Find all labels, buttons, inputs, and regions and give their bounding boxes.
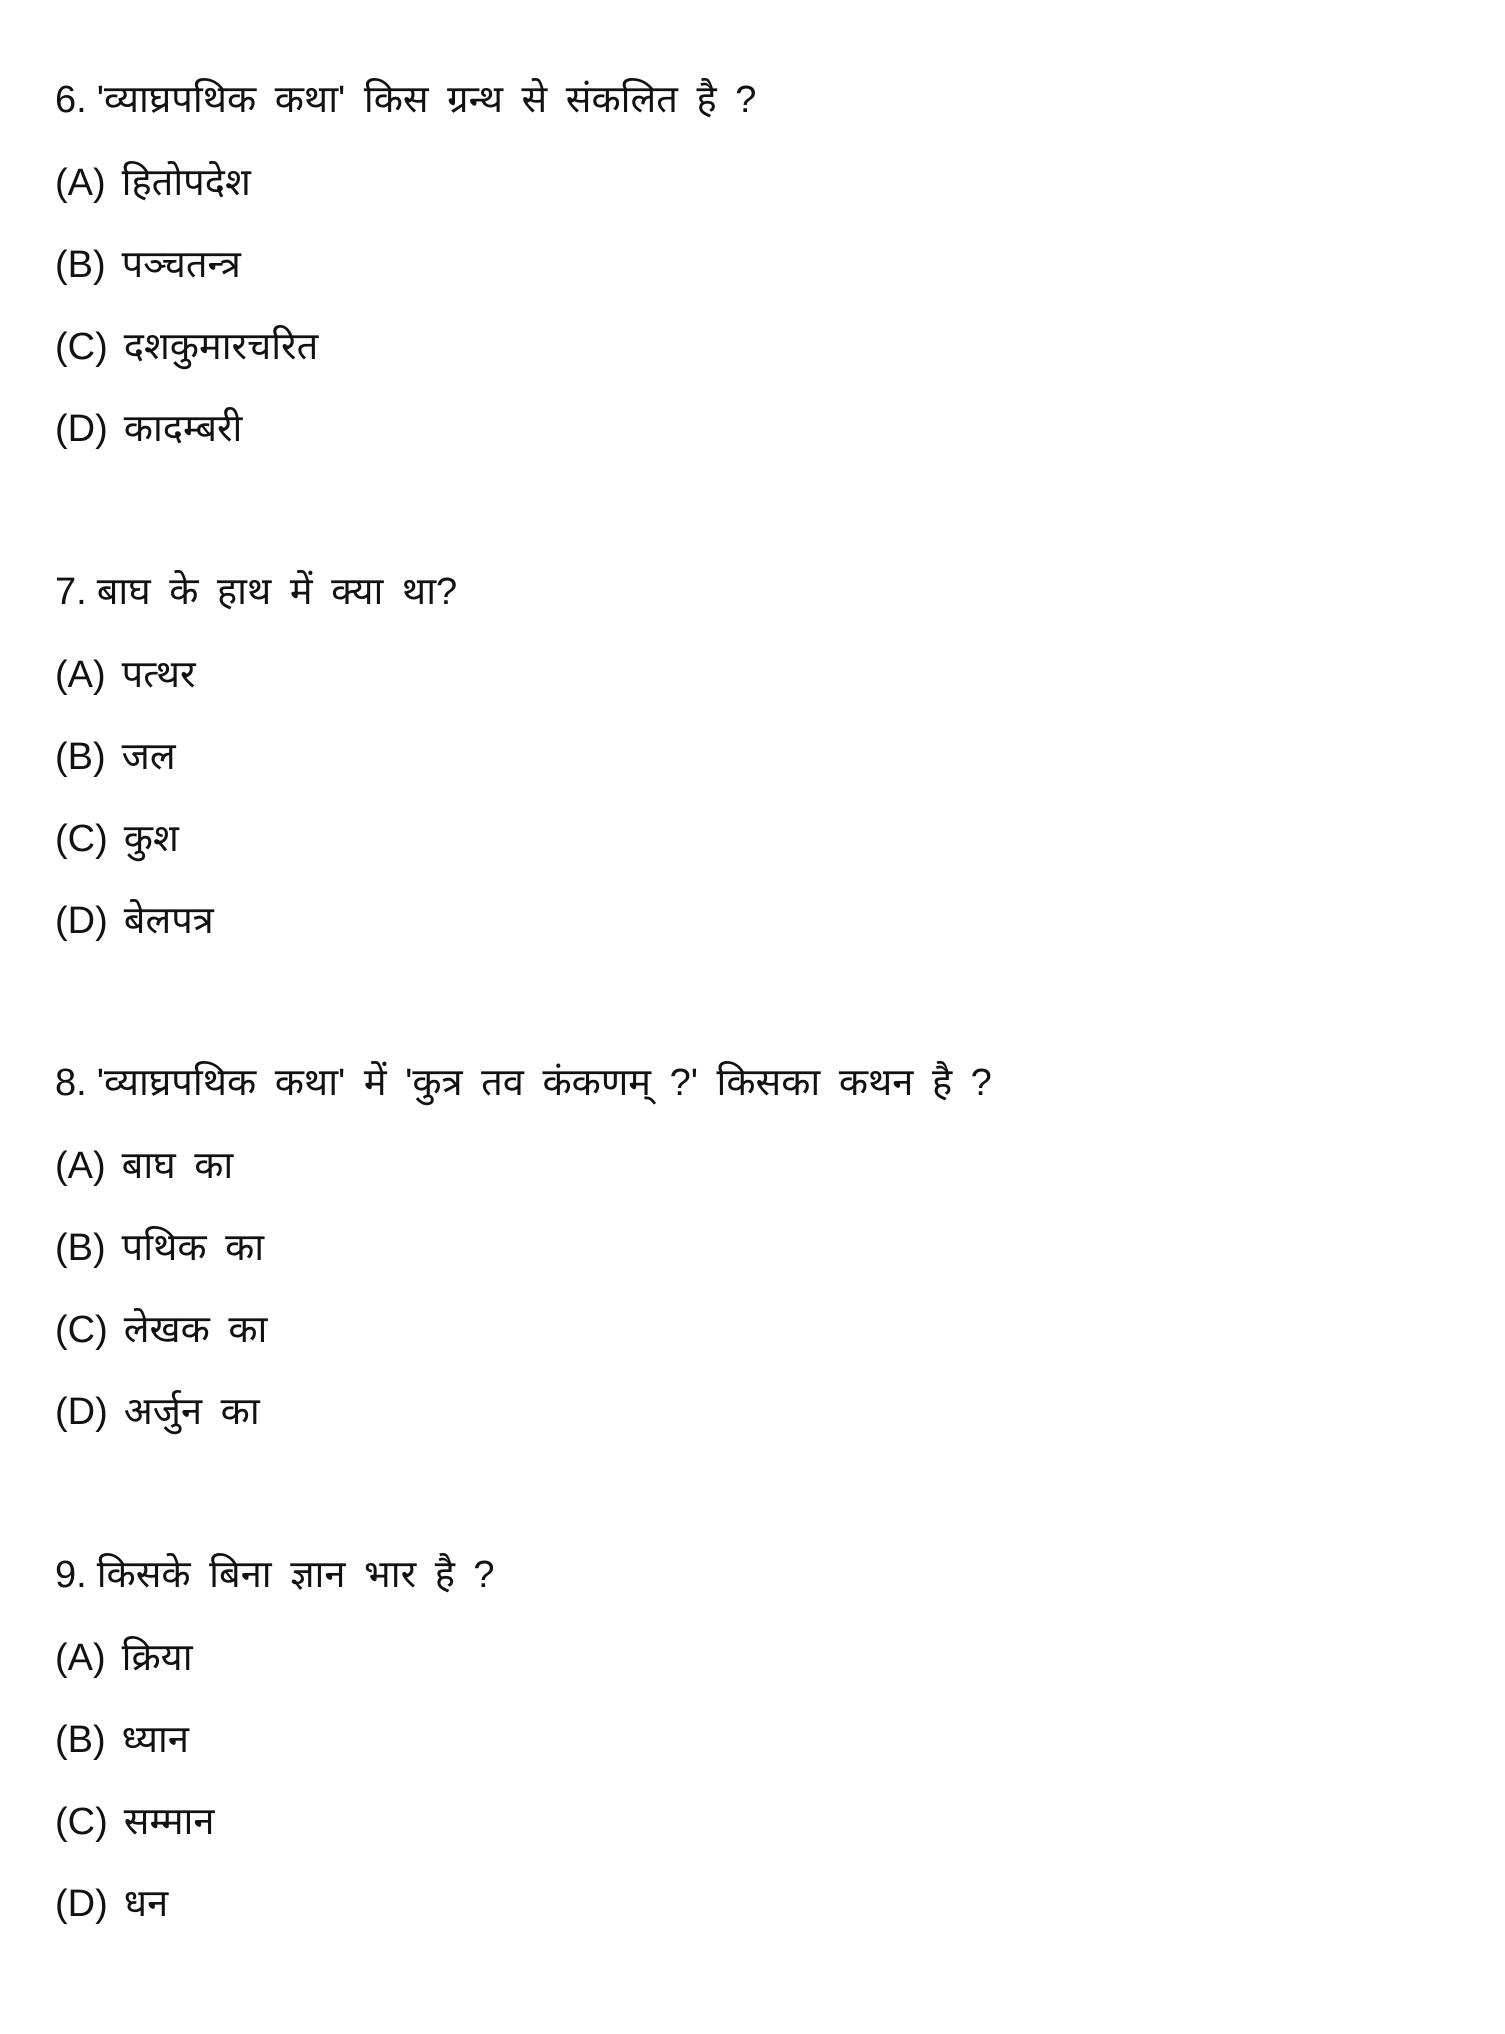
option-text: कुश (123, 818, 179, 860)
option-6c[interactable] (55, 322, 318, 372)
option-label: (A) (55, 162, 106, 204)
question-8 (55, 1058, 992, 1108)
option-label: (A) (55, 1637, 106, 1679)
question-6 (55, 75, 756, 125)
option-7c[interactable] (55, 814, 179, 864)
option-text: कादम्बरी (123, 408, 243, 450)
option-9a[interactable] (55, 1633, 193, 1683)
option-9c[interactable] (55, 1797, 214, 1847)
option-text: पथिक का (121, 1227, 265, 1269)
option-text: सम्मान (123, 1801, 215, 1843)
option-label: (B) (55, 244, 106, 286)
option-label: (D) (55, 900, 108, 942)
option-label: (D) (55, 1883, 108, 1925)
option-7d[interactable] (55, 896, 214, 946)
option-8c[interactable] (55, 1305, 267, 1355)
question-number: 9. (55, 1554, 87, 1596)
option-label: (B) (55, 1719, 106, 1761)
question-text: किसके बिना ज्ञान भार है ? (96, 1554, 495, 1596)
option-6d[interactable] (55, 404, 242, 454)
option-text: दशकुमारचरित (123, 326, 319, 368)
option-label: (C) (55, 1801, 108, 1843)
question-7 (55, 567, 457, 617)
question-number: 8. (55, 1062, 87, 1104)
option-label: (C) (55, 1309, 108, 1351)
option-label: (C) (55, 326, 108, 368)
question-text: बाघ के हाथ में क्या था? (96, 571, 458, 613)
option-text: हितोपदेश (121, 162, 251, 204)
question-number: 6. (55, 79, 87, 121)
option-text: ध्यान (121, 1719, 189, 1761)
question-9 (55, 1550, 495, 1600)
option-label: (C) (55, 818, 108, 860)
option-8a[interactable] (55, 1141, 233, 1191)
option-text: लेखक का (123, 1309, 268, 1351)
question-number: 7. (55, 571, 87, 613)
question-text: 'व्याघ्रपथिक कथा' किस ग्रन्थ से संकलित है ? (96, 79, 757, 121)
option-label: (D) (55, 1391, 108, 1433)
option-label: (A) (55, 1145, 106, 1187)
option-8d[interactable] (55, 1387, 260, 1437)
option-6a[interactable] (55, 158, 251, 208)
option-text: अर्जुन का (123, 1391, 260, 1433)
option-6b[interactable] (55, 240, 241, 290)
option-text: जल (121, 736, 176, 778)
option-7a[interactable] (55, 650, 196, 700)
option-text: पत्थर (121, 654, 196, 696)
option-7b[interactable] (55, 732, 176, 782)
option-text: बेलपत्र (123, 900, 214, 942)
option-8b[interactable] (55, 1223, 264, 1273)
option-label: (B) (55, 736, 106, 778)
option-9b[interactable] (55, 1715, 189, 1765)
option-text: धन (123, 1883, 169, 1925)
option-label: (A) (55, 654, 106, 696)
option-text: पञ्चतन्त्र (121, 244, 241, 286)
option-label: (B) (55, 1227, 106, 1269)
question-text: 'व्याघ्रपथिक कथा' में 'कुत्र तव कंकणम् ?' किसका कथन है ? (96, 1062, 992, 1104)
option-label: (D) (55, 408, 108, 450)
option-9d[interactable] (55, 1879, 168, 1929)
option-text: क्रिया (121, 1637, 193, 1679)
option-text: बाघ का (121, 1145, 234, 1187)
